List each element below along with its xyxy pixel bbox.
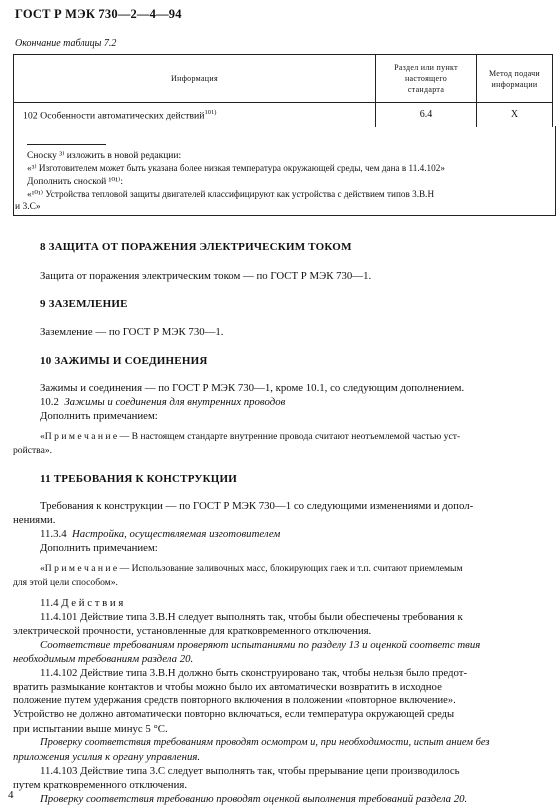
paragraph: 11.4.101 Действие типа 3.В.Н следует выполнять так, чтобы были обеспечены требования к xyxy=(40,611,463,623)
table-7-2 xyxy=(13,54,553,127)
paragraph: Зажимы и соединения — по ГОСТ Р МЭК 730—1, кроме 10.1, со следующим дополнением. xyxy=(40,382,465,394)
note-line: для этой цели способом». xyxy=(13,577,118,588)
footnote-line: и 3.С» xyxy=(15,202,41,212)
paragraph: Дополнить примечанием: xyxy=(40,542,158,554)
section-heading: 10 ЗАЖИМЫ И СОЕДИНЕНИЯ xyxy=(40,355,208,367)
subsection-title: 10.2 Зажимы и соединения для внутренних проводов xyxy=(40,396,286,408)
section-heading: 9 ЗАЗЕМЛЕНИЕ xyxy=(40,298,128,310)
section-heading: 11 ТРЕБОВАНИЯ К КОНСТРУКЦИИ xyxy=(40,473,238,485)
column-header-section: Раздел или пункт настоящего стандарта xyxy=(376,55,477,103)
check-paragraph: Соответствие требованиям проверяют испытаниями по разделу 13 и оценкой соответс твия xyxy=(40,639,481,651)
footnote-line: «³⁾ Изготовителем может быть указана более низкая температура окружающей среды, чем дана в 11.4.102» xyxy=(27,163,445,173)
paragraph: 11.4.103 Действие типа 3.С следует выполнять так, чтобы прерывание цепи производилось xyxy=(40,765,460,777)
footnote-line: Дополнить сноской ¹⁰¹⁾: xyxy=(27,177,124,187)
column-header-method: Метод подачи информации xyxy=(477,55,553,103)
row-info-cell: 102 Особенности автоматических действий$^{101)}$ xyxy=(14,103,376,127)
check-paragraph: приложения усилия к органу управления. xyxy=(13,751,201,763)
document-header: ГОСТ Р МЭК 730—2—4—94 xyxy=(15,7,182,21)
subsection-title: 11.4 Д е й с т в и я xyxy=(40,597,124,609)
note-line: «П р и м е ч а н и е — Использование заливочных масс, блокирующих гаек и т.п. считают приемлемым xyxy=(40,563,463,574)
footnote-rule xyxy=(27,144,106,145)
note-line: ройства». xyxy=(13,445,53,456)
paragraph: Защита от поражения электрическим током — по ГОСТ Р МЭК 730—1. xyxy=(40,270,372,282)
check-paragraph: Проверку соответствия требованию проводят оценкой выполнения требований раздела 20. xyxy=(40,793,468,805)
paragraph: вратить размыкание контактов и чтобы можно было их автоматически возвратить в исходное xyxy=(13,681,442,693)
footnote-line: «¹⁰¹⁾ Устройства тепловой защиты двигателей классифицируют как устройства с действием типов 3.В.Н xyxy=(27,189,435,199)
section-heading: 8 ЗАЩИТА ОТ ПОРАЖЕНИЯ ЭЛЕКТРИЧЕСКИМ ТОКОМ xyxy=(40,241,352,253)
subsection-title: 11.3.4 Настройка, осуществляемая изготовителем xyxy=(40,528,281,540)
paragraph: Дополнить примечанием: xyxy=(40,410,158,422)
row-section-cell: 6.4 xyxy=(376,103,477,127)
check-paragraph: Проверку соответствия требованиям проводят осмотром и, при необходимости, испыт анием без xyxy=(40,737,490,748)
paragraph: нениями. xyxy=(13,514,56,526)
table-caption: Окончание таблицы 7.2 xyxy=(15,38,117,49)
paragraph: Заземление — по ГОСТ Р МЭК 730—1. xyxy=(40,326,224,338)
footnote-line: Сноску ³⁾ изложить в новой редакции: xyxy=(27,151,182,161)
check-paragraph: необходимым требованиям раздела 20. xyxy=(13,653,194,665)
column-header-info: Информация xyxy=(14,55,376,103)
paragraph: электрической прочности, установленные для кратковременного отключения. xyxy=(13,625,372,637)
paragraph: путем кратковременного отключения. xyxy=(13,779,188,791)
paragraph: Устройство не должно автоматически повторно включаться, если температура окружающей среды xyxy=(13,709,455,720)
paragraph: при испытании выше минус 5 °С. xyxy=(13,723,168,735)
paragraph: 11.4.102 Действие типа 3.В.Н должно быть сконструировано так, чтобы нельзя было предот- xyxy=(40,667,468,679)
paragraph: Требования к конструкции — по ГОСТ Р МЭК 730—1 со следующими изменениями и допол- xyxy=(40,500,474,512)
page-number: 4 xyxy=(8,789,14,801)
table-row xyxy=(14,103,553,127)
note-line: «П р и м е ч а н и е — В настоящем стандарте внутренние провода считают неотъемлемой частью уст- xyxy=(40,431,461,442)
row-method-cell: X xyxy=(477,103,553,127)
paragraph: положение путем удержания средств повторного включения в положении «повторное включение». xyxy=(13,695,456,706)
